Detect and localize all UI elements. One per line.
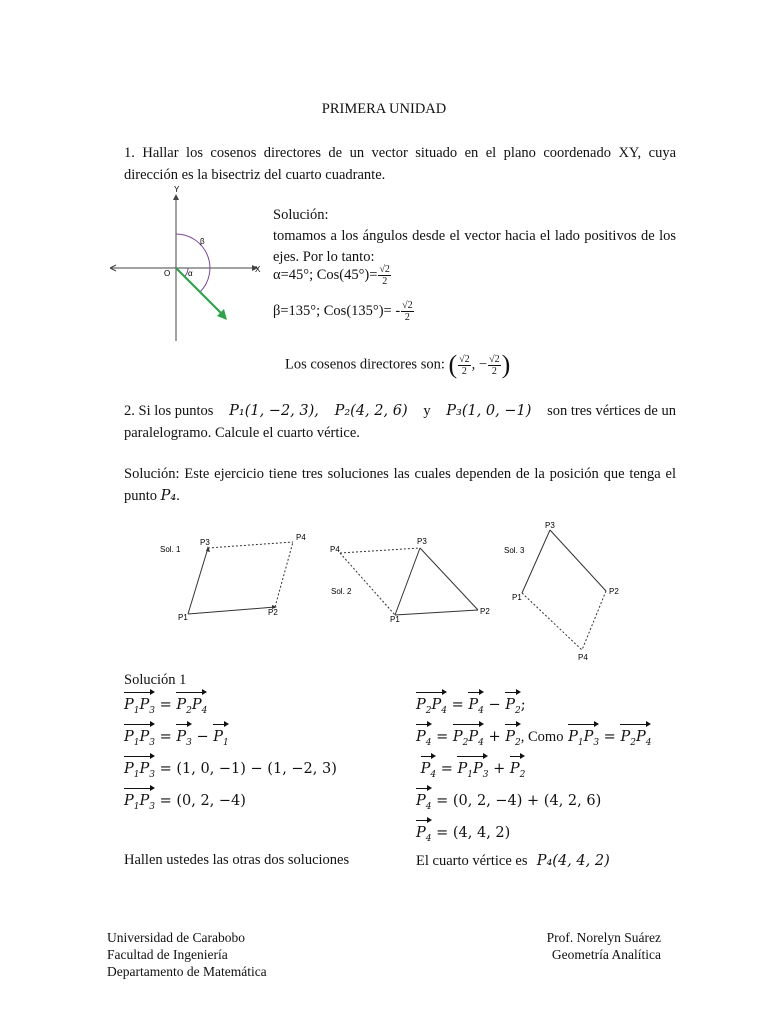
left-eq-4: = (0, 2, −4) [159,792,246,809]
vector-axes-figure [108,186,264,346]
footer-faculty: Facultad de Ingeniería [107,947,228,962]
sol2-p4p1 [340,553,395,615]
alpha-label: α [188,269,193,278]
sol2-figure [330,537,490,624]
parallelogram-figures [150,520,640,670]
beta-line: β=135°; Cos(135°)= - [273,302,401,319]
alpha-line: α=45°; Cos(45°)= [273,266,378,283]
footer-right [547,929,661,963]
cos-x-fraction: $\frac{√2}{2}$ [459,353,470,377]
sol3-p2p4 [582,591,606,650]
sol3-label: Sol. 3 [504,546,525,555]
and-word: y [423,403,431,419]
solution-1-right: $P_2P_4 = P_4 - P_2$; $P_4 = P_2P_4 + P_2$, Como $P_1P_3 = P_2P_4$ $P_4 = P_1P_3 + P_2$ $P_4 = (0$, 2, −4) + (4, 2, 6) $P_4 = (4$, 4, 2) El cuarto vértice es P₄(4, 4, 2) [416,691,651,873]
footer-university: Universidad de Carabobo [107,930,245,945]
svg-text:P2: P2 [609,587,619,596]
sol1-p2p4 [275,542,293,607]
beta-label: β [200,237,205,246]
question-2-rest-1: son tres vértices de un [547,403,676,419]
footer-department: Departamento de Matemática [107,964,267,979]
cos-y-fraction: $\frac{√2}{2}$ [489,353,500,377]
sol1-p1p2 [188,607,275,614]
left-eq-3: = (1, 0, −1) − (1, −2, 3) [159,760,337,777]
sol1-label: Sol. 1 [160,545,181,554]
sol3-figure [504,521,619,662]
svg-text:P1: P1 [178,613,188,622]
y-label: Y [174,186,180,194]
svg-text:P2: P2 [480,607,490,616]
sol3-p3p2 [550,530,606,591]
svg-text:P4: P4 [296,533,306,542]
footer-left [107,929,267,980]
x-label: X [255,265,261,274]
svg-text:P2: P2 [268,608,278,617]
fourth-vertex-text: El cuarto vértice es [416,853,528,870]
question-1-text: 1. Hallar los cosenos directores de un vector situado en el plano coordenado XY, cuya dirección es la bisectriz del cuarto cuadrante. [124,145,676,183]
y-axis-arrow [173,194,179,200]
alpha-fraction: $\frac{√2}{2}$ [379,264,390,287]
svg-text:P4: P4 [578,653,588,662]
solution-text: tomamos a los ángulos desde el vector hacia el lado positivos de los ejes. Por lo tanto: [273,228,676,265]
svg-text:P1: P1 [390,615,400,624]
point-p1: P₁(1, −2, 3), [229,403,319,419]
sol2-label: Sol. 2 [331,587,352,596]
solution-label: Solución: [273,207,329,223]
origin-label: O [164,269,171,278]
green-vector [176,268,224,316]
svg-text:P3: P3 [200,538,210,547]
sol2-p1p3 [395,548,420,615]
point-p4: P₄ [160,488,177,504]
svg-text:P3: P3 [417,537,427,546]
sol1-figure [160,533,306,622]
right-eq-4: = (0, 2, −4) + (4, 2, 6) [436,792,602,809]
footer-professor: Prof. Norelyn Suárez [546,930,661,945]
sol2-p1p2 [395,610,478,615]
fourth-vertex-value: P₄(4, 4, 2) [536,853,610,870]
question-2-text: paralelogramo. Calcule el cuarto vértice. [124,425,360,441]
sol1-p3p4 [208,542,293,548]
point-p3: P₃(1, 0, −1) [446,403,532,419]
sol2-p4p3 [340,548,420,553]
conclusion-text: Los cosenos directores son: [285,356,445,373]
svg-text:P3: P3 [545,521,555,530]
solution-1-heading: Solución 1 [124,672,187,688]
svg-text:P4: P4 [330,545,340,554]
footer-course: Geometría Analítica [551,947,661,962]
closing-text: Hallen ustedes las otras dos soluciones [124,852,350,868]
beta-fraction: $\frac{√2}{2}$ [402,300,413,323]
como-text: , Como [520,728,564,745]
sol1-p1p3 [188,548,208,614]
sol3-p1p4 [522,593,582,650]
svg-text:P1: P1 [512,593,522,602]
solution-2-text: Solución: Este ejercicio tiene tres soluciones las cuales dependen de la posición que tenga el punto [124,466,676,504]
right-eq-5: = (4, 4, 2) [436,824,511,841]
point-p2: P₂(4, 2, 6) [334,403,408,419]
page-title: PRIMERA UNIDAD [321,101,447,117]
question-2-intro: 2. Si los puntos [124,403,214,419]
sol3-p1p3 [522,530,550,593]
sol2-p3p2 [420,548,478,610]
solution-1-left: $P_1P_3 = P_2P_4$ $P_1P_3 = P_3 - P_1$ $P_1P_3 = (1$, 0, −1) − (1, −2, 3) $P_1P_3 = (0$, 2, −4) [124,691,337,819]
beta-arc [176,234,210,292]
